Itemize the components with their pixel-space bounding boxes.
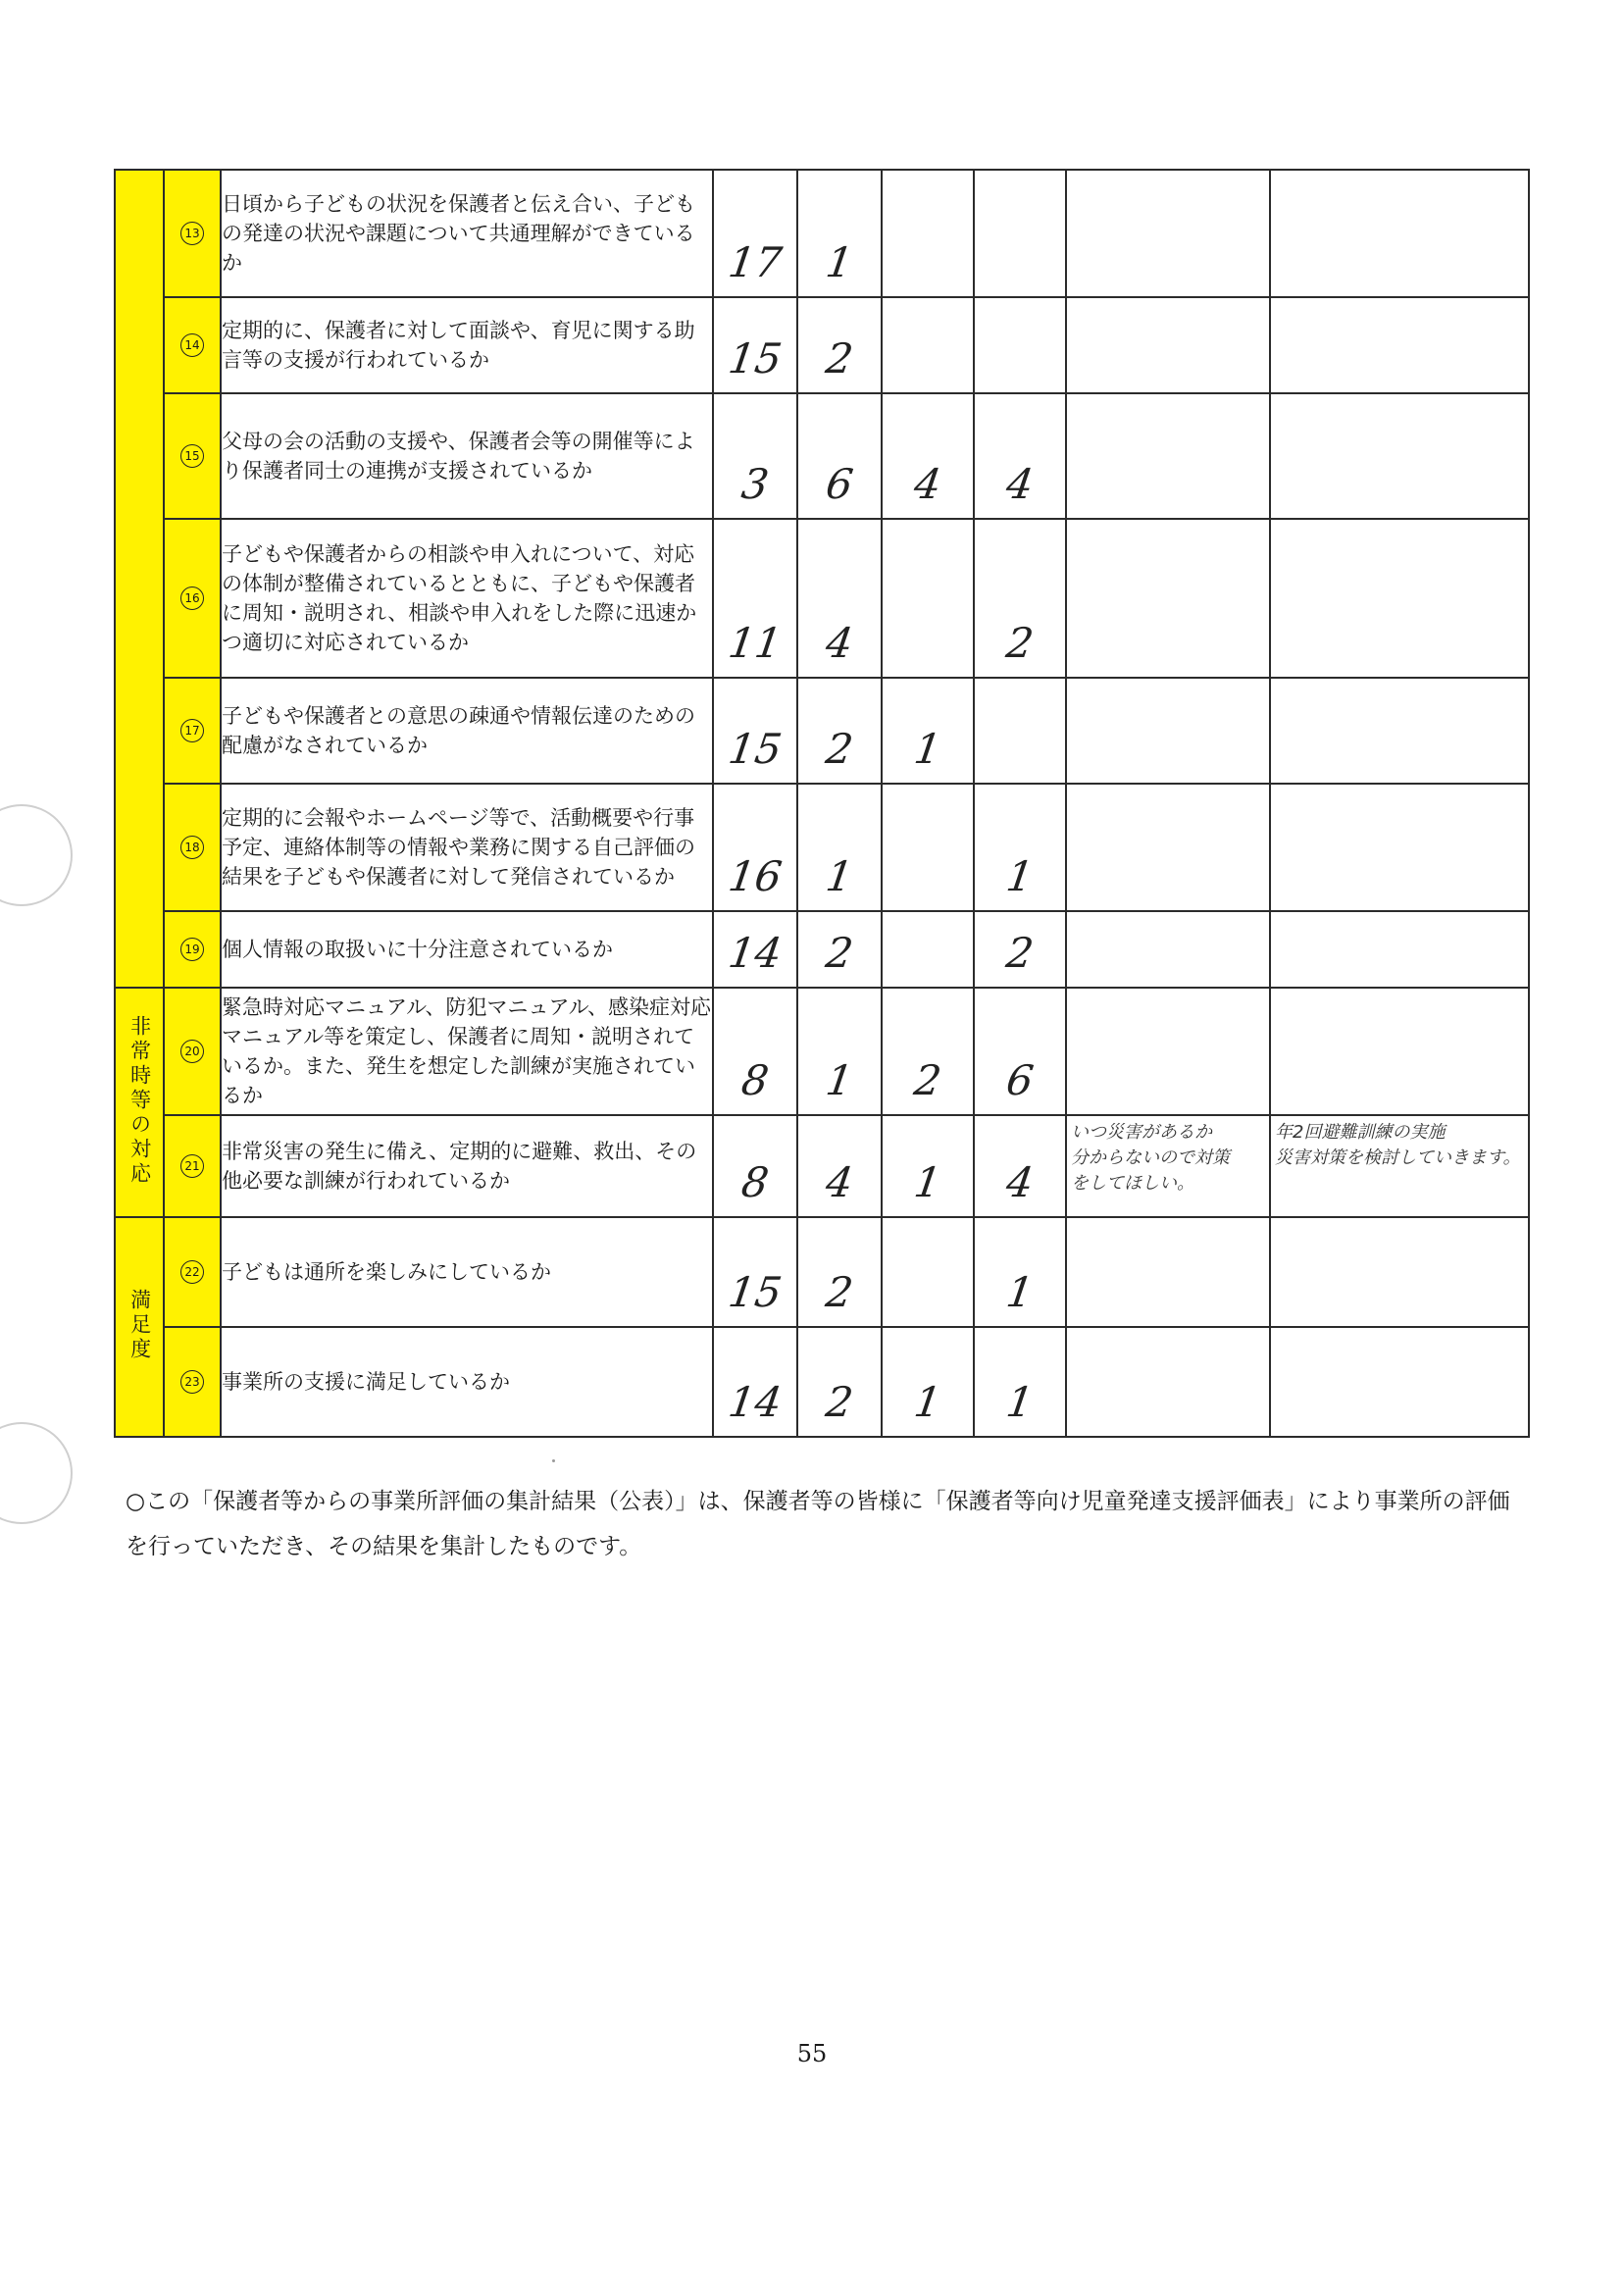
table-row	[115, 519, 1529, 678]
count-value: 2	[823, 1378, 856, 1426]
count-cell-2	[797, 1327, 882, 1437]
row-number-cell	[164, 678, 221, 784]
count-value: 2	[823, 929, 856, 977]
count-cell-4	[974, 519, 1066, 678]
count-cell-3	[882, 678, 974, 784]
count-cell-1	[713, 519, 797, 678]
row-number-cell	[164, 1115, 221, 1217]
count-value: 2	[1003, 619, 1037, 667]
count-cell-3	[882, 911, 974, 988]
parent-comment-cell	[1066, 911, 1270, 988]
row-number-cell	[164, 1217, 221, 1327]
count-cell-1	[713, 1115, 797, 1217]
question-text: 事業所の支援に満足しているか	[221, 1327, 713, 1437]
parent-comment-cell	[1066, 519, 1270, 678]
count-value: 17	[725, 238, 786, 286]
parent-comment-cell	[1066, 170, 1270, 297]
count-cell-4	[974, 170, 1066, 297]
count-value: 1	[911, 1158, 944, 1206]
count-value: 1	[823, 238, 856, 286]
count-cell-1	[713, 911, 797, 988]
count-cell-1	[713, 1327, 797, 1437]
facility-response-cell	[1270, 988, 1529, 1115]
category-label: 満足度	[127, 1288, 152, 1362]
count-cell-3	[882, 988, 974, 1115]
count-cell-4	[974, 1327, 1066, 1437]
facility-response-cell	[1270, 1217, 1529, 1327]
count-value: 8	[738, 1158, 772, 1206]
count-value: 1	[911, 725, 944, 773]
count-cell-4	[974, 393, 1066, 519]
question-text: 子どもや保護者との意思の疎通や情報伝達のための配慮がなされているか	[221, 678, 713, 784]
count-value: 1	[1003, 852, 1037, 900]
count-value: 1	[823, 1056, 856, 1104]
count-cell-1	[713, 297, 797, 393]
table-row	[115, 911, 1529, 988]
row-number-cell	[164, 297, 221, 393]
question-text: 定期的に会報やホームページ等で、活動概要や行事予定、連絡体制等の情報や業務に関する自己評価の結果を子どもや保護者に対して発信されているか	[221, 784, 713, 911]
count-value: 2	[823, 334, 856, 382]
count-cell-4	[974, 297, 1066, 393]
count-cell-2	[797, 1217, 882, 1327]
count-value: 14	[725, 1378, 786, 1426]
parent-comment: いつ災害があるか 分からないので対策 をしてほしい。	[1071, 1122, 1230, 1194]
count-value: 6	[823, 460, 856, 508]
parent-comment-cell	[1066, 1217, 1270, 1327]
table-row	[115, 988, 1529, 1115]
count-value: 1	[911, 1378, 944, 1426]
count-cell-3	[882, 1115, 974, 1217]
parent-comment-cell	[1066, 393, 1270, 519]
question-text: 子どもや保護者からの相談や申入れについて、対応の体制が整備されているとともに、子どもや保護者に周知・説明され、相談や申入れをした際に迅速かつ適切に対応されているか	[221, 519, 713, 678]
row-number: 20	[180, 1040, 204, 1063]
row-number-cell	[164, 911, 221, 988]
count-value: 1	[823, 852, 856, 900]
row-number: 23	[180, 1370, 204, 1394]
count-value: 6	[1003, 1056, 1037, 1104]
parent-comment-cell	[1066, 1115, 1270, 1217]
count-value: 15	[725, 334, 786, 382]
table-row	[115, 1327, 1529, 1437]
row-number-cell	[164, 1327, 221, 1437]
facility-response-cell	[1270, 784, 1529, 911]
parent-comment-cell	[1066, 1327, 1270, 1437]
row-number-cell	[164, 519, 221, 678]
table-row	[115, 1217, 1529, 1327]
row-number: 19	[180, 938, 204, 961]
facility-response-cell	[1270, 1115, 1529, 1217]
count-cell-2	[797, 911, 882, 988]
count-cell-4	[974, 1217, 1066, 1327]
count-cell-3	[882, 1327, 974, 1437]
count-cell-2	[797, 170, 882, 297]
count-cell-2	[797, 678, 882, 784]
question-text: 子どもは通所を楽しみにしているか	[221, 1217, 713, 1327]
count-value: 4	[911, 460, 944, 508]
count-value: 4	[1003, 1158, 1037, 1206]
count-cell-1	[713, 988, 797, 1115]
count-cell-4	[974, 988, 1066, 1115]
punch-hole-mark	[0, 1422, 73, 1524]
facility-response-cell	[1270, 393, 1529, 519]
facility-response-cell	[1270, 678, 1529, 784]
question-text: 緊急時対応マニュアル、防犯マニュアル、感染症対応マニュアル等を策定し、保護者に周知・説明されているか。また、発生を想定した訓練が実施されているか	[221, 988, 713, 1115]
table-row	[115, 784, 1529, 911]
question-text: 父母の会の活動の支援や、保護者会等の開催等により保護者同士の連携が支援されているか	[221, 393, 713, 519]
count-cell-1	[713, 678, 797, 784]
facility-response-cell	[1270, 297, 1529, 393]
count-value: 2	[1003, 929, 1037, 977]
facility-response-cell	[1270, 170, 1529, 297]
question-text: 日頃から子どもの状況を保護者と伝え合い、子どもの発達の状況や課題について共通理解ができているか	[221, 170, 713, 297]
row-number: 21	[180, 1154, 204, 1178]
count-value: 11	[725, 619, 786, 667]
count-value: 1	[1003, 1378, 1037, 1426]
count-cell-3	[882, 519, 974, 678]
parent-comment-cell	[1066, 784, 1270, 911]
page-number: 55	[796, 2040, 828, 2067]
count-cell-1	[713, 1217, 797, 1327]
table-row	[115, 1115, 1529, 1217]
count-cell-1	[713, 393, 797, 519]
count-cell-2	[797, 297, 882, 393]
count-cell-4	[974, 678, 1066, 784]
count-cell-4	[974, 784, 1066, 911]
count-cell-1	[713, 170, 797, 297]
count-value: 2	[823, 1268, 856, 1316]
question-text: 定期的に、保護者に対して面談や、育児に関する助言等の支援が行われているか	[221, 297, 713, 393]
count-cell-3	[882, 170, 974, 297]
row-number: 18	[180, 836, 204, 859]
count-value: 15	[725, 725, 786, 773]
row-number: 16	[180, 586, 204, 610]
scan-speck	[552, 1459, 555, 1462]
count-cell-4	[974, 911, 1066, 988]
punch-hole-mark	[0, 804, 73, 906]
count-cell-3	[882, 784, 974, 911]
category-cell-emergency	[115, 988, 164, 1217]
category-label: 非常時等の対応	[127, 1014, 152, 1187]
table-row	[115, 393, 1529, 519]
parent-comment-cell	[1066, 678, 1270, 784]
count-cell-2	[797, 1115, 882, 1217]
footnote: ○この「保護者等からの事業所評価の集計結果（公表）」は、保護者等の皆様に「保護者等向け児童発達支援評価表」により事業所の評価を行っていただき、その結果を集計したものです。	[126, 1489, 1510, 1559]
count-value: 4	[823, 619, 856, 667]
count-cell-2	[797, 784, 882, 911]
row-number: 17	[180, 719, 204, 742]
row-number-cell	[164, 393, 221, 519]
count-cell-1	[713, 784, 797, 911]
facility-response-cell	[1270, 911, 1529, 988]
count-value: 16	[725, 852, 786, 900]
table-row	[115, 678, 1529, 784]
count-value: 14	[725, 929, 786, 977]
row-number-cell	[164, 170, 221, 297]
category-cell-satisfaction	[115, 1217, 164, 1437]
evaluation-table	[114, 169, 1530, 1438]
count-cell-4	[974, 1115, 1066, 1217]
facility-response: 年2回避難訓練の実施 災害対策を検討していきます。	[1275, 1122, 1521, 1168]
question-text: 個人情報の取扱いに十分注意されているか	[221, 911, 713, 988]
row-number-cell	[164, 988, 221, 1115]
parent-comment-cell	[1066, 297, 1270, 393]
count-cell-3	[882, 1217, 974, 1327]
row-number: 13	[180, 222, 204, 245]
count-cell-2	[797, 519, 882, 678]
facility-response-cell	[1270, 1327, 1529, 1437]
count-value: 2	[823, 725, 856, 773]
row-number: 14	[180, 333, 204, 357]
count-value: 2	[911, 1056, 944, 1104]
count-value: 3	[738, 460, 772, 508]
count-cell-3	[882, 393, 974, 519]
category-cell-blank	[115, 170, 164, 988]
count-value: 15	[725, 1268, 786, 1316]
question-text: 非常災害の発生に備え、定期的に避難、救出、その他必要な訓練が行われているか	[221, 1115, 713, 1217]
row-number: 22	[180, 1260, 204, 1284]
count-value: 8	[738, 1056, 772, 1104]
row-number-cell	[164, 784, 221, 911]
count-value: 4	[823, 1158, 856, 1206]
facility-response-cell	[1270, 519, 1529, 678]
count-cell-2	[797, 988, 882, 1115]
table-row	[115, 297, 1529, 393]
count-cell-3	[882, 297, 974, 393]
count-value: 1	[1003, 1268, 1037, 1316]
count-cell-2	[797, 393, 882, 519]
parent-comment-cell	[1066, 988, 1270, 1115]
row-number: 15	[180, 444, 204, 468]
table-row	[115, 170, 1529, 297]
count-value: 4	[1003, 460, 1037, 508]
